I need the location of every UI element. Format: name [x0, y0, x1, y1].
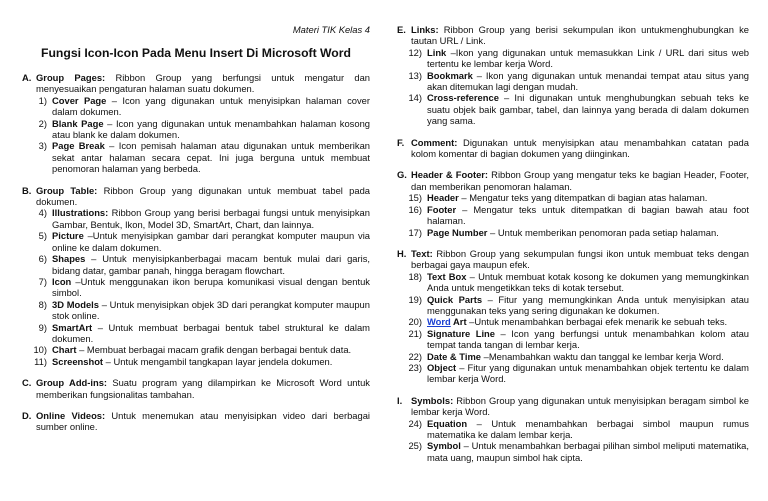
- item-description: – Untuk menambahkan berbagai simbol maupun rumus matematika ke dalam lembar kerja.: [427, 417, 749, 440]
- item-name: Blank Page: [52, 117, 104, 129]
- item-name: Page Break: [52, 140, 105, 152]
- list-item: [22, 207, 370, 230]
- section-letter: H.: [397, 247, 407, 259]
- item-text: [427, 418, 749, 441]
- section-description: Ribbon Group yang mengatur teks ke bagian Header, Footer, dan memberikan penomoran halaman.: [411, 169, 749, 192]
- item-number: 22): [408, 350, 422, 362]
- list-item: [397, 204, 749, 227]
- item-description: – Untuk mengambil tangkapan layar jendela dokumen.: [103, 355, 333, 367]
- section: [397, 395, 749, 463]
- item-name: Cross-reference: [427, 92, 499, 104]
- item-description: –Untuk menambahkan berbagai efek menarik ke sebuah teks.: [466, 316, 728, 328]
- section-description: Untuk menemukan atau menyisipkan video dari berbagai sumber online.: [36, 409, 371, 433]
- item-description: Ribbon Group yang berisi berbagai fungsi untuk menyisipkan Gambar, Bentuk, Ikon, Model 3D, SmartArt, Chart, dan lainnya.: [52, 207, 370, 230]
- page-title: Fungsi Icon-Icon Pada Menu Insert Di Microsoft Word: [41, 46, 351, 60]
- section-heading: [22, 377, 370, 400]
- item-number: 8): [38, 298, 47, 310]
- left-sections: [22, 72, 370, 433]
- section-description: Ribbon Group yang digunakan untuk menyisipkan beragam simbol ke lembar kerja Word.: [411, 394, 749, 418]
- item-list: [397, 418, 749, 464]
- section: [397, 169, 749, 237]
- item-number: 3): [38, 140, 47, 152]
- section: [22, 410, 370, 433]
- item-text: [427, 362, 749, 385]
- item-name: Equation: [427, 417, 468, 429]
- section-text: [411, 169, 749, 192]
- item-name: Symbol: [427, 440, 461, 452]
- section: [22, 185, 370, 368]
- section-heading: [22, 185, 370, 208]
- item-text: [427, 328, 749, 351]
- section-name: Group Table:: [36, 184, 98, 196]
- section-name: Links:: [411, 24, 439, 35]
- list-item: [22, 344, 370, 355]
- left-column: [22, 0, 370, 443]
- section-description: Ribbon Group yang berfungsi untuk mengatur dan menyesuaikan pengaturan halaman suatu dokumen.: [36, 72, 371, 95]
- item-number: 17): [408, 226, 422, 238]
- item-text: [427, 70, 749, 93]
- section-text: [36, 410, 370, 433]
- item-text: [427, 47, 749, 70]
- item-list: [22, 95, 370, 175]
- item-name: 3D Models: [52, 298, 99, 310]
- item-number: 11): [34, 355, 47, 367]
- list-item: [397, 316, 749, 327]
- section-text: [411, 395, 749, 418]
- list-item: [22, 276, 370, 299]
- item-number: 5): [38, 230, 47, 242]
- item-description: – Ini digunakan untuk menghubungkan sebuah teks ke suatu objek baik gambar, tabel, dan lainnya yang berada di dalam dokumen yang sama.: [427, 92, 749, 127]
- section-heading: [397, 395, 749, 418]
- list-item: [22, 118, 370, 141]
- section-name: Comment:: [411, 136, 458, 148]
- item-name: Header: [427, 192, 459, 204]
- list-item: [397, 47, 749, 70]
- item-name: Signature Line: [427, 327, 496, 339]
- item-description: – Icon yang digunakan untuk menambahkan halaman kosong atau blank ke dalam dokumen.: [52, 117, 371, 141]
- item-list: [397, 192, 749, 238]
- item-number: 10): [33, 344, 47, 356]
- item-text: [427, 440, 749, 463]
- item-description: – Fitur yang memungkinkan Anda untuk menyisipkan atau menggunakan teks yang sering digunakan ke dokumen.: [427, 293, 750, 316]
- section-heading: [22, 72, 370, 95]
- item-number: 1): [38, 94, 47, 106]
- section: [22, 377, 370, 400]
- section-description: Ribbon Group yang digunakan untuk membuat tabel pada dokumen.: [36, 184, 371, 208]
- section-heading: [397, 248, 749, 271]
- list-item: [22, 140, 370, 174]
- item-text: [427, 271, 749, 294]
- section-heading: [397, 137, 749, 160]
- list-item: [397, 70, 749, 93]
- item-text: [427, 227, 749, 238]
- item-description: – Untuk membuat kotak kosong ke dokumen yang memungkinkan Anda untuk mengetikkan teks di kotak tersebut.: [427, 270, 749, 294]
- item-number: 2): [38, 117, 47, 129]
- item-text: [427, 294, 749, 317]
- item-text: [52, 276, 370, 299]
- item-name: Text Box: [427, 270, 467, 282]
- list-item: [397, 271, 749, 294]
- item-name: Object: [427, 361, 457, 373]
- section-letter: C.: [22, 377, 32, 389]
- item-number: 4): [38, 207, 47, 219]
- list-item: [397, 351, 749, 362]
- item-text: [52, 140, 370, 174]
- item-text: [427, 92, 749, 126]
- item-number: 18): [408, 270, 422, 282]
- item-number: 24): [408, 417, 422, 429]
- item-name: Cover Page: [52, 94, 107, 106]
- list-item: [397, 227, 749, 238]
- item-text: [427, 204, 749, 227]
- item-description: – Icon yang digunakan untuk menyisipkan halaman cover dalam dokumen.: [52, 94, 371, 118]
- item-name: Picture: [52, 230, 84, 242]
- section-heading: [22, 410, 370, 433]
- section-heading: [397, 169, 749, 192]
- item-number: 19): [408, 293, 422, 305]
- list-item: [397, 328, 749, 351]
- item-name: Shapes: [52, 253, 86, 265]
- item-number: 23): [408, 361, 422, 373]
- item-description: –Untuk menyisipkan gambar dari perangkat komputer maupun via online ke dalam dokumen.: [52, 230, 370, 253]
- item-name: Date & Time: [427, 350, 482, 362]
- item-description: – Fitur yang digunakan untuk menambahkan objek tertentu ke dalam lembar kerja Word.: [427, 361, 749, 385]
- item-text: [52, 95, 370, 118]
- item-name: Icon: [52, 275, 72, 287]
- list-item: [22, 299, 370, 322]
- item-list: [397, 47, 749, 127]
- section-description: Digunakan untuk menyisipkan atau menambahkan catatan pada kolom komentar di bagian dokumen yang diinginkan.: [411, 136, 749, 160]
- item-text: [52, 356, 370, 367]
- item-description: – Mengatur teks untuk ditempatkan di bagian bawah atau foot halaman.: [427, 203, 749, 227]
- list-item: [397, 294, 749, 317]
- item-text: [427, 351, 749, 362]
- item-number: 12): [408, 46, 422, 58]
- list-item: [22, 253, 370, 276]
- list-item: [397, 192, 749, 203]
- section-letter: G.: [397, 169, 407, 181]
- item-description: –Untuk menggunakan ikon berupa komunikasi visual dengan bentuk simbol.: [52, 275, 370, 299]
- item-number: 13): [408, 69, 422, 81]
- list-item: [22, 230, 370, 253]
- item-description: – Untuk membuat berbagai bentuk tabel struktural ke dalam dokumen.: [52, 321, 370, 344]
- item-text: [52, 118, 370, 141]
- item-text: [52, 207, 370, 230]
- section: [22, 72, 370, 175]
- list-item: [22, 95, 370, 118]
- section-letter: A.: [22, 72, 32, 83]
- item-name: Chart: [52, 344, 77, 356]
- item-description: – Icon pemisah halaman atau digunakan untuk memberikan sekat antar halaman secara cepat. Ini juga berguna untuk membuat penomoran halaman yang berbeda.: [52, 140, 370, 175]
- item-number: 25): [408, 440, 422, 452]
- list-item: [397, 92, 749, 126]
- section-description: Ribbon Group yang berisi sekumpulan ikon untukmenghubungkan ke tautan URL / Link.: [411, 24, 749, 47]
- section-letter: D.: [22, 409, 32, 421]
- item-name: Page Number: [427, 226, 488, 238]
- item-name: Screenshot: [52, 355, 104, 367]
- item-number: 15): [408, 192, 422, 204]
- section-name: Symbols:: [411, 394, 454, 406]
- item-text: [52, 344, 370, 355]
- item-name: Quick Parts: [427, 293, 483, 305]
- list-item: [397, 440, 749, 463]
- item-name: Link: [427, 46, 447, 58]
- item-description: – Membuat berbagai macam grafik dengan berbagai bentuk data.: [76, 344, 352, 356]
- section-name: Online Videos:: [36, 409, 106, 421]
- item-description: – Icon yang berfungsi untuk menambahkan kolom atau tempat tanda tangan di lembar kerja.: [427, 327, 749, 351]
- section-text: [36, 72, 370, 95]
- section-letter: E.: [397, 24, 406, 35]
- item-text: [52, 322, 370, 345]
- section-text: [36, 377, 370, 400]
- item-name-link[interactable]: Word: [427, 316, 451, 328]
- item-description: – Mengatur teks yang ditempatkan di bagian atas halaman.: [458, 192, 708, 204]
- section-heading: [397, 24, 749, 47]
- item-description: – Untuk menambahkan berbagai pilihan simbol meliputi matematika, mata uang, maupun simbol hak cipta.: [427, 440, 749, 463]
- list-item: [22, 356, 370, 367]
- section-text: [411, 248, 749, 271]
- section-name: Text:: [411, 247, 433, 259]
- section-text: [411, 137, 749, 160]
- section-text: [36, 185, 370, 208]
- item-description: – Untuk memberikan penomoran pada setiap halaman.: [487, 226, 719, 238]
- right-column: [397, 0, 749, 473]
- item-description: – Untuk menyisipkan objek 3D dari perangkat komputer maupun stok online.: [52, 298, 370, 322]
- right-sections: [397, 24, 749, 463]
- item-name: Illustrations:: [52, 207, 109, 219]
- section-name: Group Pages:: [36, 72, 106, 83]
- item-number: 9): [38, 321, 47, 333]
- item-name: SmartArt: [52, 321, 93, 333]
- item-number: 20): [408, 316, 422, 328]
- section: [397, 137, 749, 160]
- item-name: Art: [450, 316, 467, 328]
- section-letter: I.: [397, 394, 403, 406]
- list-item: [397, 362, 749, 385]
- item-description: – Untuk menyisipkanberbagai macam bentuk mulai dari garis, bidang datar, gambar panah, hingga beragam flowchart.: [52, 253, 370, 276]
- item-number: 16): [408, 203, 422, 215]
- section-letter: B.: [22, 184, 32, 196]
- item-text: [427, 192, 749, 203]
- section: [397, 24, 749, 127]
- item-description: –Ikon yang digunakan untuk memasukkan Link / URL dari situs web tertentu ke lembar kerja Word.: [427, 46, 749, 70]
- section-name: Header & Footer:: [411, 169, 489, 181]
- item-number: 14): [408, 92, 422, 104]
- item-name: Bookmark: [427, 69, 473, 81]
- item-list: [397, 271, 749, 385]
- item-list: [22, 207, 370, 367]
- section-description: Suatu program yang dilampirkan ke Microsoft Word untuk memberikan fungsionalitas tambahan.: [36, 377, 370, 400]
- item-text: [52, 230, 370, 253]
- item-number: 7): [38, 275, 47, 287]
- item-name: Footer: [427, 203, 457, 215]
- section-text: [411, 24, 749, 47]
- item-number: 6): [38, 253, 47, 265]
- section: [397, 248, 749, 385]
- item-text: [52, 299, 370, 322]
- section-description: Ribbon Group yang sekumpulan fungsi ikon untuk membuat teks dengan berbagai gaya maupun efek.: [411, 247, 749, 271]
- item-description: –Menambahkan waktu dan tanggal ke lembar kerja Word.: [481, 350, 724, 362]
- item-text: [52, 253, 370, 276]
- item-description: – Ikon yang digunakan untuk menandai tempat atau situs yang akan ditemukan lagi dengan mudah.: [427, 69, 749, 93]
- list-item: [397, 418, 749, 441]
- page-header: Materi TIK Kelas 4: [292, 24, 370, 35]
- list-item: [22, 322, 370, 345]
- section-name: Group Add-ins:: [36, 377, 108, 389]
- section-letter: F.: [397, 136, 405, 148]
- item-text: [427, 316, 749, 327]
- item-number: 21): [408, 327, 422, 339]
